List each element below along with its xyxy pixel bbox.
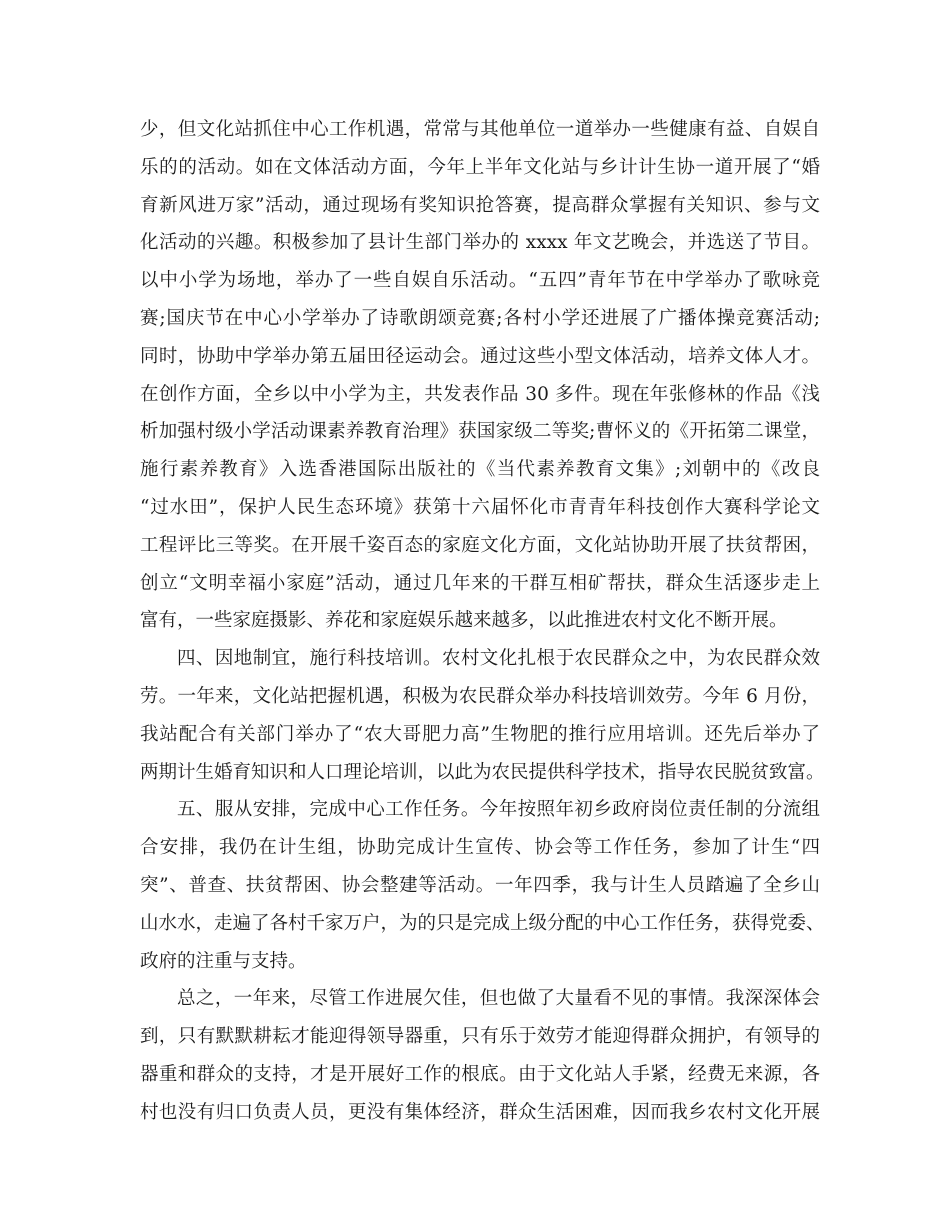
text-line: 到，只有默默耕耘才能迎得领导器重，只有乐于效劳才能迎得群众拥护，有领导的 — [140, 1026, 820, 1048]
document-body — [140, 111, 825, 1132]
text-line: 劳。一年来，文化站把握机遇，积极为农民群众举办科技培训效劳。今年 6 月份， — [140, 685, 820, 707]
text-line: 创立“文明幸福小家庭”活动，通过几年来的干群互相矿帮扶，群众生活逐步走上 — [140, 572, 820, 594]
text-line: 政府的注重与支持。 — [140, 950, 307, 972]
text-line: 器重和群众的支持，才是开展好工作的根底。由于文化站人手紧，经费无来源，各 — [140, 1063, 820, 1085]
text-line: 以中小学为场地，举办了一些自娱自乐活动。“五四”青年节在中学举办了歌咏竞 — [140, 270, 820, 292]
text-line: 我站配合有关部门举办了“农大哥肥力高”生物肥的推行应用培训。还先后举办了 — [140, 723, 820, 745]
paragraph-first-line: 总之，一年来，尽管工作进展欠佳，但也做了大量看不见的事情。我深深体会 — [177, 988, 820, 1010]
text-line: 化活动的兴趣。积极参加了县计生部门举办的 xxxx 年文艺晚会，并选送了节目。 — [140, 232, 820, 254]
text-line: 少，但文化站抓住中心工作机遇，常常与其他单位一道举办一些健康有益、自娱自 — [140, 119, 820, 140]
text-line: 析加强村级小学活动课素养教育治理》获国家级二等奖;曹怀义的《开拓第二课堂， — [140, 421, 820, 443]
text-line: 合安排，我仍在计生组，协助完成计生宣传、协会等工作任务，参加了计生“四 — [140, 837, 820, 859]
text-line: 村也没有归口负责人员，更没有集体经济，群众生活困难，因而我乡农村文化开展 — [140, 1101, 820, 1123]
text-line: 乐的的活动。如在文体活动方面，今年上半年文化站与乡计计生协一道开展了“婚 — [140, 156, 820, 178]
text-line: 两期计生婚育知识和人口理论培训，以此为农民提供科学技术，指导农民脱贫致富。 — [140, 761, 825, 783]
paragraph-first-line: 五、服从安排，完成中心工作任务。今年按照年初乡政府岗位责任制的分流组 — [177, 799, 820, 821]
paragraph-first-line: 四、因地制宜，施行科技培训。农村文化扎根于农民群众之中，为农民群众效 — [177, 648, 820, 670]
text-line: 施行素养教育》入选香港国际出版社的《当代素养教育文集》;刘朝中的《改良 — [140, 459, 820, 481]
text-line: “过水田”，保护人民生态环境》获第十六届怀化市青青年科技创作大赛科学论文 — [140, 496, 820, 518]
text-line: 山水水，走遍了各村千家万户，为的只是完成上级分配的中心工作任务，获得党委、 — [140, 912, 825, 934]
text-line: 育新风进万家”活动，通过现场有奖知识抢答赛，提高群众掌握有关知识、参与文 — [140, 194, 820, 216]
text-line: 富有，一些家庭摄影、养花和家庭娱乐越来越多，以此推进农村文化不断开展。 — [140, 610, 788, 632]
text-line: 同时，协助中学举办第五届田径运动会。通过这些小型文体活动，培养文体人才。 — [140, 345, 820, 367]
text-line: 突”、普查、扶贫帮困、协会整建等活动。一年四季，我与计生人员踏遍了全乡山 — [140, 874, 820, 896]
text-line: 赛;国庆节在中心小学举办了诗歌朗颂竞赛;各村小学还进展了广播体操竞赛活动; — [140, 307, 820, 329]
text-line: 工程评比三等奖。在开展千姿百态的家庭文化方面，文化站协助开展了扶贫帮困， — [140, 534, 820, 556]
text-line: 在创作方面，全乡以中小学为主，共发表作品 30 多件。现在年张修林的作品《浅 — [140, 383, 820, 405]
